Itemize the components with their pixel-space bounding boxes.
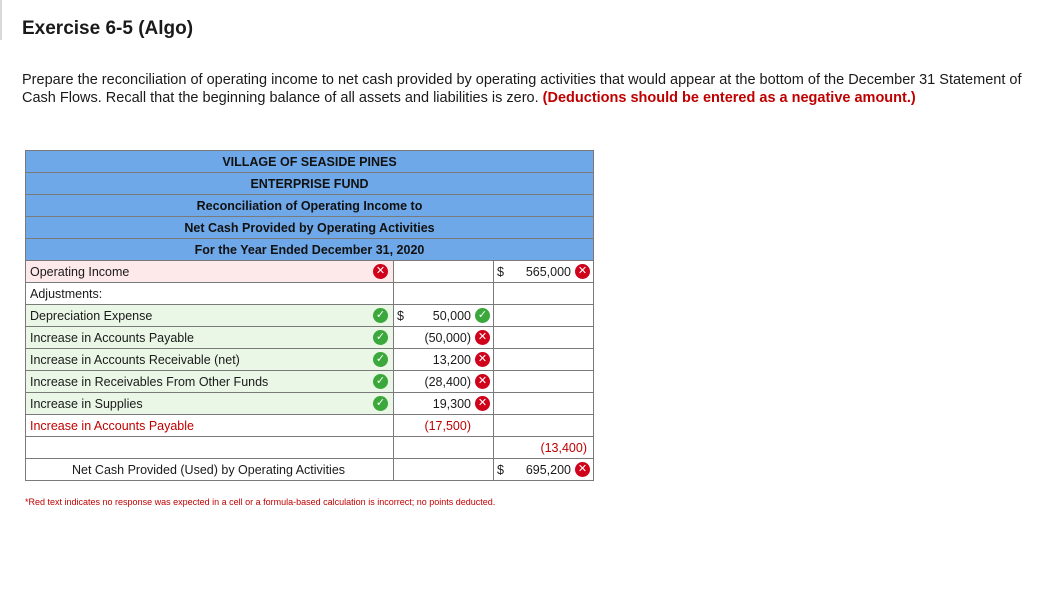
net-cash-col2: [394, 459, 494, 481]
dollar-sign: $: [497, 265, 504, 279]
adjustment-amount-cell[interactable]: [394, 393, 494, 415]
total-adjustments-cell: [494, 437, 594, 459]
net-cash-label-cell: [26, 459, 394, 481]
adjustment-amount-cell[interactable]: [394, 349, 494, 371]
incorrect-icon: ✕: [475, 352, 490, 367]
incorrect-icon: ✕: [475, 396, 490, 411]
adjustments-label: Adjustments:: [30, 286, 103, 301]
correct-icon: ✓: [475, 308, 490, 323]
table-row: [26, 437, 594, 459]
incorrect-icon: ✕: [373, 264, 388, 279]
adjustment-amount-cell[interactable]: [394, 327, 494, 349]
table-row: [26, 283, 594, 305]
adjustment-label: Increase in Receivables From Other Funds: [30, 374, 269, 389]
adjustment-amount: (17,500): [424, 419, 471, 433]
adjustment-amount-cell[interactable]: [394, 371, 494, 393]
header-title-line2: Net Cash Provided by Operating Activities: [26, 217, 594, 239]
table-row: [26, 349, 594, 371]
reconciliation-table: [25, 150, 594, 481]
left-edge-bar: [0, 0, 2, 40]
adjustment-label: Increase in Accounts Receivable (net): [30, 352, 240, 367]
correct-icon: ✓: [373, 330, 388, 345]
header-entity: VILLAGE OF SEASIDE PINES: [26, 151, 594, 173]
adjustment-col3: [494, 349, 594, 371]
correct-icon: ✓: [373, 308, 388, 323]
instructions-text: Prepare the reconciliation of operating income to net cash provided by operating activities that would appear at the bottom of the December 31 Statement of Cash Flows. Recall that the beginning balance of all assets and liabilities is zero.: [22, 72, 1022, 106]
adjustment-label-cell[interactable]: [26, 305, 394, 327]
header-title-line1: Reconciliation of Operating Income to: [26, 195, 594, 217]
correct-icon: ✓: [373, 374, 388, 389]
adjustment-col3: [494, 371, 594, 393]
net-cash-amount-cell[interactable]: [494, 459, 594, 481]
adjustment-label: Increase in Supplies: [30, 396, 143, 411]
header-fund: ENTERPRISE FUND: [26, 173, 594, 195]
correct-icon: ✓: [373, 352, 388, 367]
adjustment-amount-cell[interactable]: [394, 305, 494, 327]
incorrect-icon: ✕: [575, 264, 590, 279]
instructions: [22, 71, 1022, 107]
table-row: [26, 371, 594, 393]
total-adjustments-amount: (13,400): [540, 441, 587, 455]
adjustment-amount: (50,000): [424, 331, 471, 345]
adjustment-amount: 13,200: [432, 353, 471, 367]
adjustment-label-cell[interactable]: [26, 349, 394, 371]
operating-income-label: Operating Income: [30, 264, 130, 279]
adjustment-col3: [494, 415, 594, 437]
adjustment-col3: [494, 393, 594, 415]
adjustments-col2: [394, 283, 494, 305]
net-cash-amount: 695,200: [525, 463, 571, 477]
incorrect-icon: ✕: [475, 330, 490, 345]
table-row: [26, 415, 594, 437]
adjustment-amount: 19,300: [432, 397, 471, 411]
footnote: *Red text indicates no response was expected in a cell or a formula-based calculation is incorrect; no points deducted.: [25, 497, 496, 507]
header-period: For the Year Ended December 31, 2020: [26, 239, 594, 261]
adjustment-col3: [494, 327, 594, 349]
operating-income-amount-cell[interactable]: [494, 261, 594, 283]
adjustment-label-cell[interactable]: [26, 393, 394, 415]
total-adjustments-label-cell: [26, 437, 394, 459]
table-row: [26, 261, 594, 283]
incorrect-icon: ✕: [475, 374, 490, 389]
page-title: Exercise 6-5 (Algo): [22, 18, 194, 39]
adjustment-col3: [494, 305, 594, 327]
table-row: [26, 305, 594, 327]
table-row: [26, 393, 594, 415]
dollar-sign: $: [497, 463, 504, 477]
table-row: [26, 459, 594, 481]
adjustment-label: Increase in Accounts Payable: [30, 418, 194, 433]
adjustment-label-cell[interactable]: [26, 371, 394, 393]
dollar-sign: $: [397, 309, 404, 323]
adjustment-amount: (28,400): [424, 375, 471, 389]
adjustment-label-cell[interactable]: [26, 327, 394, 349]
adjustment-amount-cell: [394, 415, 494, 437]
operating-income-amount: 565,000: [525, 265, 571, 279]
incorrect-icon: ✕: [575, 462, 590, 477]
adjustments-label-cell: [26, 283, 394, 305]
adjustment-label: Depreciation Expense: [30, 308, 153, 323]
instructions-note: (Deductions should be entered as a negative amount.): [542, 90, 916, 106]
operating-income-label-cell[interactable]: [26, 261, 394, 283]
adjustment-label-cell: [26, 415, 394, 437]
adjustment-amount: 50,000: [432, 309, 471, 323]
adjustments-col3: [494, 283, 594, 305]
correct-icon: ✓: [373, 396, 388, 411]
total-adjustments-col2: [394, 437, 494, 459]
operating-income-col2[interactable]: [394, 261, 494, 283]
net-cash-label: Net Cash Provided (Used) by Operating Activities: [72, 462, 346, 477]
adjustment-label: Increase in Accounts Payable: [30, 330, 194, 345]
table-row: [26, 327, 594, 349]
